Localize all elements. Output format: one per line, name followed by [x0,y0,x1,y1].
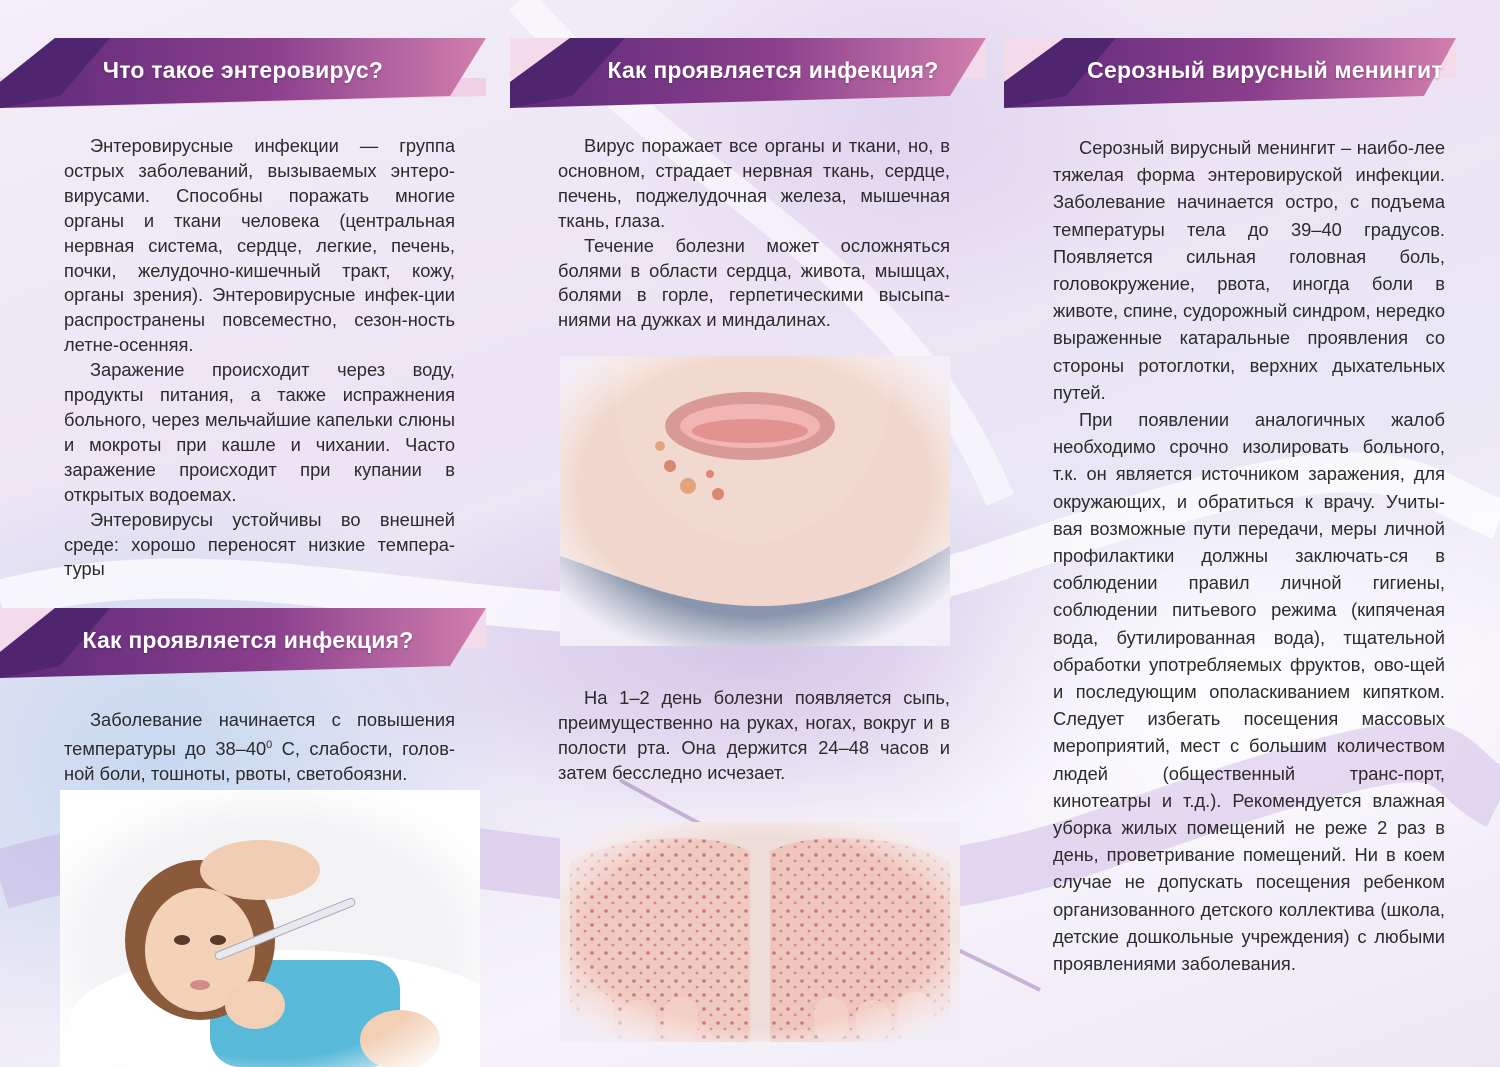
paragraph: Заражение происходит через воду, продукты питания, а также испражнения больного, через мельчайшие капельки слюны и мокроты при кашле и чихании. Часто заражение происходит при купании в открытых водоемах. [64,359,455,505]
paragraph: Вирус поражает все органы и ткани, но, в основном, страдает нервная ткань, сердце, печень, поджелудочная железа, мышечная ткань, глаза. [558,135,950,231]
section-banner-meningitis [1004,38,1456,114]
photo-palms-rash [560,822,960,1042]
text-span: С, слабости, голов-ной боли, тошноты, рвоты, светобоязни. [64,738,455,784]
column-2-text [558,134,950,333]
photo-sick-child [60,790,480,1067]
paragraph: Течение болезни может осложняться болями в области сердца, живота, мышцах, болями в горле, герпетическими высыпа-ниями на дужках и миндалинах. [558,234,950,331]
paragraph [64,708,455,787]
heading-how-infection-manifests-2: Как проявляется инфекция? [82,626,414,653]
column-1-text [64,134,455,582]
paragraph: На 1–2 день болезни появляется сыпь, преимущественно на руках, ногах, вокруг и в полости рта. Она держится 24–48 часов и затем бесследно исчезает. [558,687,950,783]
paragraph: Энтеровирусные инфекции — группа острых заболеваний, вызываемых энтеро-вирусами. Способны поражать многие органы и ткани человека (центральная нервная система, сердце, легкие, печень, почки, желудочно-кишечный тракт, кожу, органы зрения). Энтеровирусные инфек-ции распространены повсеместно, сезон-ность летне-осенняя. [64,135,455,356]
heading-serous-meningitis: Серозный вирусный менингит [1087,56,1443,83]
superscript: 0 [266,738,273,751]
text-span: Заболевание начинается с повышения температуры до 38–40 [64,709,455,759]
paragraph: Серозный вирусный менингит – наибо-лее тяжелая форма энтеровируской инфекции. Заболевание начинается остро, с подъема температуры тела до 39–40 градусов. Появляется сильная головная боль, головокружение, рвота, иногда боли в животе, спине, судорожный синдром, нередко выраженные катаральные проявления со стороны ротоглотки, верхних дыхательных путей. [1053,137,1445,403]
column-1-text-lower [64,708,455,787]
section-banner-manifestation-2 [0,608,486,684]
photo-mouth-rash [560,356,950,646]
paragraph: Энтеровирусы устойчивы во внешней среде: хорошо переносят низкие темпера-туры [64,508,455,580]
section-banner-manifestation-1 [510,38,986,114]
heading-how-infection-manifests: Как проявляется инфекция? [607,56,939,83]
column-3-text [1053,134,1445,977]
paragraph: При появлении аналогичных жалоб необходимо срочно изолировать больного, т.к. он является источником заражения, для окружающих, и обратиться к врачу. Учиты-вая возможные пути передачи, меры личной профилактики должны заключать-ся в соблюдении правил личной гигиены, соблюдении питьевого режима (кипяченая вода, бутилированная вода), тщательной обработки употребляемых фруктов, ово-щей и последующим ополаскиванием кипятком. Следует избегать посещения массовых мероприятий, мест с большим количеством людей (общественный транс-порт, кинотеатры и т.д.). Рекомендуется влажная уборка жилых помещений не реже 2 раз в день, проветривание помещений. Ни в коем случае не допускать посещения ребенком организованного детского коллектива (школа, детские дошкольные учреждения) с любыми проявлениями заболевания. [1053,409,1445,975]
column-2-text-lower [558,686,950,786]
heading-what-is-enterovirus: Что такое энтеровирус? [102,56,384,83]
section-banner-what-is [0,38,486,114]
